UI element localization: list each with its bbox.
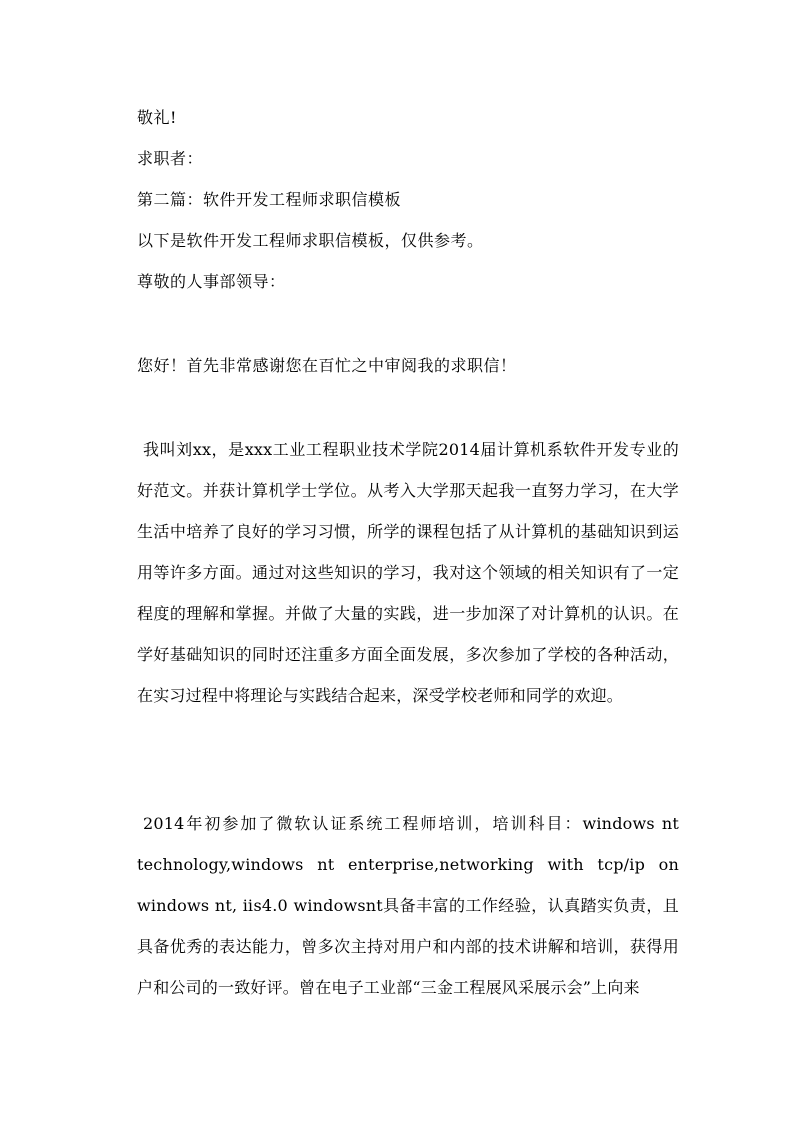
section-heading: 第二篇：软件开发工程师求职信模板 xyxy=(137,190,402,209)
body-paragraph-1: 我叫刘xx，是xxx工业工程职业技术学院2014届计算机系软件开发专业的好范文。并获计算机学士学位。从考入大学那天起我一直努力学习，在大学生活中培养了良好的学习习惯，所学的课程包括了从计算机的基础知识到运用等许多方面。通过对这些知识的学习，我对这个领域的相关知识有了一定程度的理解和掌握。并做了大量的实践，进一步加深了对计算机的认识。在学好基础知识的同时还注重多方面全面发展，多次参加了学校的各种活动，在实习过程中将理论与实践结合起来，深受学校老师和同学的欢迎。 xyxy=(137,440,679,705)
body-paragraph-2: 2014年初参加了微软认证系统工程师培训，培训科目：windows nt technology,windows nt enterprise,networking with tcp/ip on windows nt, ⅱs4.0 windowsnt具备丰富的工作经验，认真踏实负责，且具备优秀的表达能力，曾多次主持对用户和内部的技术讲解和培训，获得用户和公司的一致好评。曾在电子工业部“三金工程展风采展示会”上向来 xyxy=(137,814,679,997)
intro-line: 以下是软件开发工程师求职信模板，仅供参考。 xyxy=(137,231,484,250)
greeting-line: 尊敬的人事部领导： xyxy=(137,272,286,291)
signature-label: 求职者： xyxy=(137,149,204,168)
opening-line: 您好！首先非常感谢您在百忙之中审阅我的求职信！ xyxy=(137,356,517,375)
closing-salutation: 敬礼! xyxy=(137,108,177,127)
